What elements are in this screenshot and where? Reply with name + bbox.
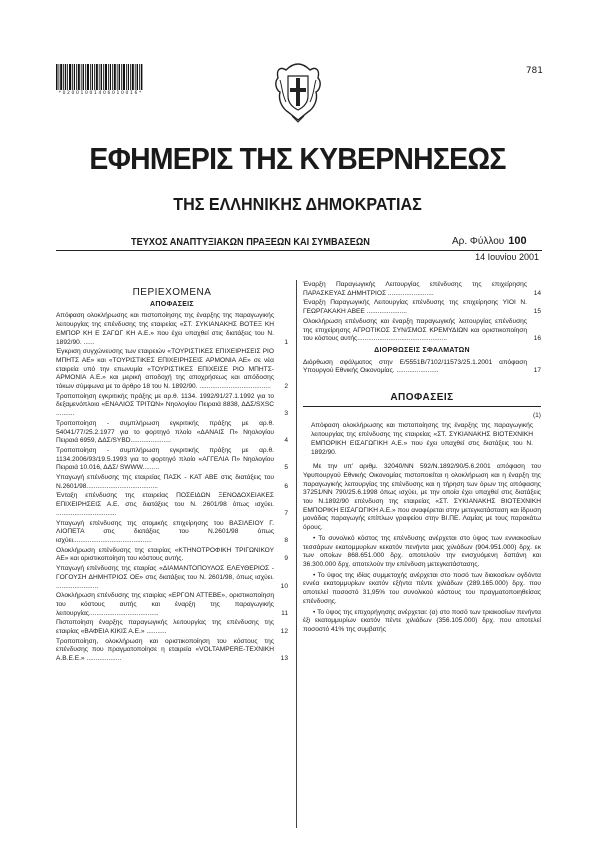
header-rule xyxy=(56,250,542,251)
toc-item xyxy=(303,318,541,344)
toc-item-text: Πιστοποίηση έναρξης παραγωγικής λειτουργίας της επένδυσης της εταιρίας «ΒΑΦΕΙΑ ΚΙΚΙΣ Α.Ε.» ........... xyxy=(56,619,274,636)
greek-coat-of-arms-emblem xyxy=(272,60,324,126)
toc-item-page: 10 xyxy=(280,582,288,590)
toc-item-text: Τροποποίηση - συμπλήρωση εγκριτικής πράξης με αρ.θ. 1134.2006/93/19.5.1993 για το φορτηγό πλοίο «ΑΓΓΕΛΙΑ Π» Νηολογίου Πειραιά 10.016, ΔΔΣ/ SWWW......... xyxy=(56,446,274,472)
toc-item-text: Απόφαση ολοκλήρωσης και πιστοποίησης της έναρξης της παραγωγικής λειτουργίας της επένδυσης της εταιρείας «ΣΤ. ΣΥΚΙΑΝΑΚΗΣ ΒΟΤΕΞ ΚΗ ΕΜΠΟΡ ΚΗ Ε ΣΑΓΩΓ ΚΗ Α.Ε.» που έχει υπαχθεί στις διατάξεις του Ν. 1892/90. ...... xyxy=(56,312,274,346)
issue-label: Αρ. Φύλλου xyxy=(452,236,505,247)
contents-title: ΠΕΡΙΕΧΟΜΕΝΑ xyxy=(132,287,212,298)
toc-item-page: 9 xyxy=(284,555,288,563)
toc-item-page: 14 xyxy=(533,289,541,297)
gazette-title: ΕΦΗΜΕΡΙΣ ΤΗΣ ΚΥΒΕΡΝΗΣΕΩΣ xyxy=(89,142,506,176)
toc-item-text: Τροποποίηση, ολοκλήρωση και οριστικοποίηση του κόστους της επένδυσης που πραγματοποίησε η εταιρεία «VOLTAMPERE-ΤΕΧΝΙΚΗ Α.Β.Ε.Ε.» ................... xyxy=(56,637,274,663)
toc-item xyxy=(56,619,288,636)
gazette-series: ΤΕΥΧΟΣ ΑΝΑΠΤΥΞΙΑΚΩΝ ΠΡΑΞΕΩΝ ΚΑΙ ΣΥΜΒΑΣΕΩΝ xyxy=(131,237,370,248)
toc-item-text: Ένταξη επένδυσης της εταιρείας ΠΟΣΕΙΔΩΝ ΞΕΝΟΔΟΧΕΙΑΚΕΣ ΕΠΙΧΕΙΡΗΣΕΙΣ Α.Ε. στις διατάξεις του Ν. 2601/98 όπως ισχύει. ................................. xyxy=(56,492,274,517)
toc-item-page: 16 xyxy=(533,335,541,343)
barcode-number: * 0 2 0 0 1 0 0 1 4 0 6 0 1 0 0 1 6 * xyxy=(58,91,142,96)
toc-item xyxy=(56,492,288,518)
toc-item xyxy=(56,312,288,347)
toc-item-text: Έγκριση συγχώνευσης των εταιρειών «ΤΟΥΡΙΣΤΙΚΕΣ ΕΠΙΧΕΙΡΗΣΕΙΣ ΡΙΟ ΜΠΗΤΣ ΑΕ» και «ΤΟΥΡΙΣΤΙΚΕΣ ΕΠΙΧΕΙΡΗΣΕΙΣ ΑΡΜΟΝΙΑ ΑΕ» σε νέα εταιρεία υπό την επωνυμία «ΤΟΥΡΙΣΤΙΚΕΣ ΕΠΙΧΕΙΣΕ ΡΙΟ ΜΠΗΤΣ-ΑΡΜΟΝΙΑ Α.Ε.» και μερική αποδοχή της αποχρήσεως και απόδοσης τόκων σύμφωνα με το άρθρο 18 του Ν. 1892/90. ....................................... xyxy=(56,348,274,391)
toc-item-page: 17 xyxy=(533,367,541,375)
toc-item-page: 2 xyxy=(284,383,288,391)
toc-item xyxy=(56,565,288,591)
toc-item xyxy=(56,447,288,473)
toc-item-page: 5 xyxy=(284,464,288,472)
toc-item xyxy=(56,592,288,618)
toc-item-text: Τροποποίηση εγκριτικής πράξης με αρ.θ. 1134. 1992/91/27.1.1992 για το δεξαμενόπλοιο «ΕΝΑΛΙΟΣ ΤΡΙΤΩΝ» Νηολογίου Πειραιά 8838, ΔΔΣ/SXSC .......... xyxy=(56,392,274,418)
toc-item xyxy=(303,281,541,298)
page-number: 781 xyxy=(525,66,543,76)
issue-info xyxy=(452,235,527,247)
decision-paragraph: Με την υπ’ αριθμ. 32040/ΝΝ 592/Ν.1892/90/5.6.2001 απόφαση του Υφυπουργού Εθνικής Οικονομίας πιστοποιείται η ολοκλήρωση και η έναρξη της παραγωγικής λειτουργίας της επένδυσης και η τήρηση των όρων της απόφασης 37251/ΝΝ 790/25.6.1998 όπως ισχύει, με την οποία έχει υπαχθεί στις διατάξεις του Ν.1892/90 επένδυση της εταιρείας «ΣΤ. ΣΥΚΙΑΝΑΚΗΣ ΒΙΟΤΕΧΝΙΚΗ ΕΜΠΟΡΙΚΗ ΕΙΣΑΓΩΓΙΚΗ Α.Ε.» που αναφέρεται στην μετεγκατάσταση και ίδρυση μονάδας παραγωγής επίπλων γραφείου στην ΒΙ.ΠΕ. Λαμίας με τους παρακάτω όρους. xyxy=(303,463,541,532)
toc-item-text: Ολοκλήρωση επένδυσης και έναρξη παραγωγικής λειτουργίας επένδυσης της επιχείρησης ΑΓΡΟΤΙΚΟΣ ΣΥΝ/ΣΜΟΣ ΚΡΕΜΥΔΙΩΝ και οριστικοποίηση του κόστους αυτής................................................. xyxy=(303,317,527,343)
errata-heading: ΔΙΟΡΘΩΣΕΙΣ ΣΦΑΛΜΑΤΩΝ xyxy=(374,346,470,354)
toc-item-text: Υπαγωγή επένδυσης της εταιρίας «ΔΙΑΜΑΝΤΟΠΟΥΛΟΣ ΕΛΕΥΘΕΡΙΟΣ - ΓΟΓΟΥΣΗ ΔΗΜΗΤΡΙΟΣ ΟΕ» στις διατάξεις του Ν. 2601/98, όπως ισχύει. ....................... xyxy=(56,565,274,590)
toc-item xyxy=(56,547,288,564)
issue-date: 14 Ιουνίου 2001 xyxy=(475,252,539,262)
toc-item xyxy=(303,299,541,316)
issue-number: 100 xyxy=(508,235,527,247)
toc-item xyxy=(56,638,288,664)
toc-item-text: Υπαγωγή επένδυσης της ατομικής επιχείρησης του ΒΑΣΙΛΕΙΟΥ Γ. ΛΙΟΠΕΤΑ στις διατάξεις του Ν.2601/98 όπως ισχύει........................................... xyxy=(56,519,274,544)
toc-item-text: Υπαγωγή επένδυσης της εταιρείας ΠΑΣΚ - ΚΑΤ ΑΒΕ στις διατάξεις του Ν.2601/98....................................... xyxy=(56,474,274,490)
contents-decisions-heading: ΑΠΟΦΑΣΕΙΣ xyxy=(150,300,194,308)
toc-item xyxy=(56,420,288,446)
toc-item-text: Ολοκλήρωση επένδυσης της εταιρίας «ΚΤΗΝΟΤΡΟΦΙΚΗ ΤΡΙΓΩΝΙΚΟΥ ΑΕ» και οριστικοποίηση του κόστους αυτής. xyxy=(56,546,274,563)
decision-paragraph: • Το ύψος της ιδίας συμμετοχής ανέρχεται στο ποσό των διακοσίων ογδόντα εννέα εκατομμυρίων εκατόν εξήντα πέντε χιλιάδων (289.165.000) δρχ. που αποτελεί ποσοστό 31,95% του συνολικού κόστους του πραγματοποιηθείσας επένδυσης. xyxy=(303,571,541,605)
toc-item-text: Διόρθωση σφάλματος στην Ε/5551Β/7102/11573/25.1.2001 απόφαση Υπουργού Εθνικής Οικονομίας. ....................... xyxy=(303,358,527,375)
decision-number: (1) xyxy=(532,411,541,419)
toc-item xyxy=(56,348,288,392)
toc-item-text: Έναρξη Παραγωγικής Λειτουργίας επένδυσης της επιχείρησης ΠΑΡΑΣΚΕΥΑΣ ΔΗΜΗΤΡΙΟΣ ......................... xyxy=(303,281,527,297)
barcode xyxy=(56,64,144,92)
gazette-subtitle: ΤΗΣ ΕΛΛΗΝΙΚΗΣ ΔΗΜΟΚΡΑΤΙΑΣ xyxy=(173,194,422,214)
toc-item-page: 8 xyxy=(284,536,288,544)
toc-item-page: 15 xyxy=(533,308,541,316)
decision-heading: Απόφαση ολοκλήρωσης και πιστοποίησης της έναρξης της παραγωγικής λειτουργίας της επένδυσης της εταιρείας «ΣΤ. ΣΥΚΙΑΝΑΚΗΣ ΒΙΟΤΕΧΝΙΚΗ ΕΜΠΟΡΙΚΗ ΕΙΣΑΓΩΓΙΚΗ Α.Ε.» που έχει υπαχθεί στις διατάξεις του Ν. 1892/90. xyxy=(311,422,533,456)
decision-paragraph: • Το ύψος της επιχορήγησης ανέρχεται: (α) στο ποσό των τριακοσίων πενήντα έξι εκατομμυρίων εκατόν πέντε χιλιάδων (356.105.000) δρχ. που αποτελεί ποσοστό 41% της συμβατής xyxy=(303,608,541,633)
decisions-rule xyxy=(303,406,541,407)
decisions-title: ΑΠΟΦΑΣΕΙΣ xyxy=(390,392,454,404)
toc-item xyxy=(56,474,288,491)
toc-item-page: 11 xyxy=(281,609,288,617)
toc-item-page: 6 xyxy=(284,482,288,490)
decision-paragraph: • Το συνολικό κόστος της επένδυσης ανέρχεται στο ύψος των εννιακοσίων τεσσάρων εκατομμυρίων κεκατόν πενήντα μιας χιλιάδων (904.951.000) δρχ. εκ των οποίων 868.651.000 δρχ. αποτελούν την ενισχυόμενη δαπάνη και 36.300.000 δρχ. αποτελούν την επένδυση μετεγκατάστασης. xyxy=(303,534,541,568)
toc-item-page: 1 xyxy=(284,338,288,346)
toc-item-text: Τροποποίηση - συμπλήρωση εγκριτικής πράξης με αρ.θ. 54041/77/25.2.1977 για το φορτηγό πλοίο «ΔΑΝΑΙΣ Π» Νηολογίου Πειραιά 6959, ΔΔΣ/SYBD...................... xyxy=(56,419,274,445)
right-column xyxy=(303,281,541,637)
toc-item-text: Ολοκλήρωση επένδυσης της εταιρίας «ΕΡΓΟΝ ΑΤΤΕΒΕ», οριστικοποίηση του κόστους αυτής και έναρξη της παραγωγικής λειτουργίας...................................... xyxy=(56,592,274,617)
column-divider xyxy=(296,280,297,828)
toc-item-page: 7 xyxy=(284,509,288,517)
toc-item-page: 4 xyxy=(284,437,288,445)
toc-item xyxy=(56,520,288,546)
toc-item xyxy=(303,359,541,376)
toc-item-page: 3 xyxy=(284,410,288,418)
toc-item-page: 13 xyxy=(280,655,288,663)
toc-item-page: 12 xyxy=(280,628,288,636)
contents-left-column xyxy=(56,289,288,665)
toc-item xyxy=(56,393,288,419)
toc-item-text: Έναρξη Παραγωγικής Λειτουργίας επένδυσης της επιχείρησης ΥΙΟΙ Ν. ΓΕΩΡΓΑΚΑΚΗ ΑΒΕΕ ...................... xyxy=(303,299,527,316)
